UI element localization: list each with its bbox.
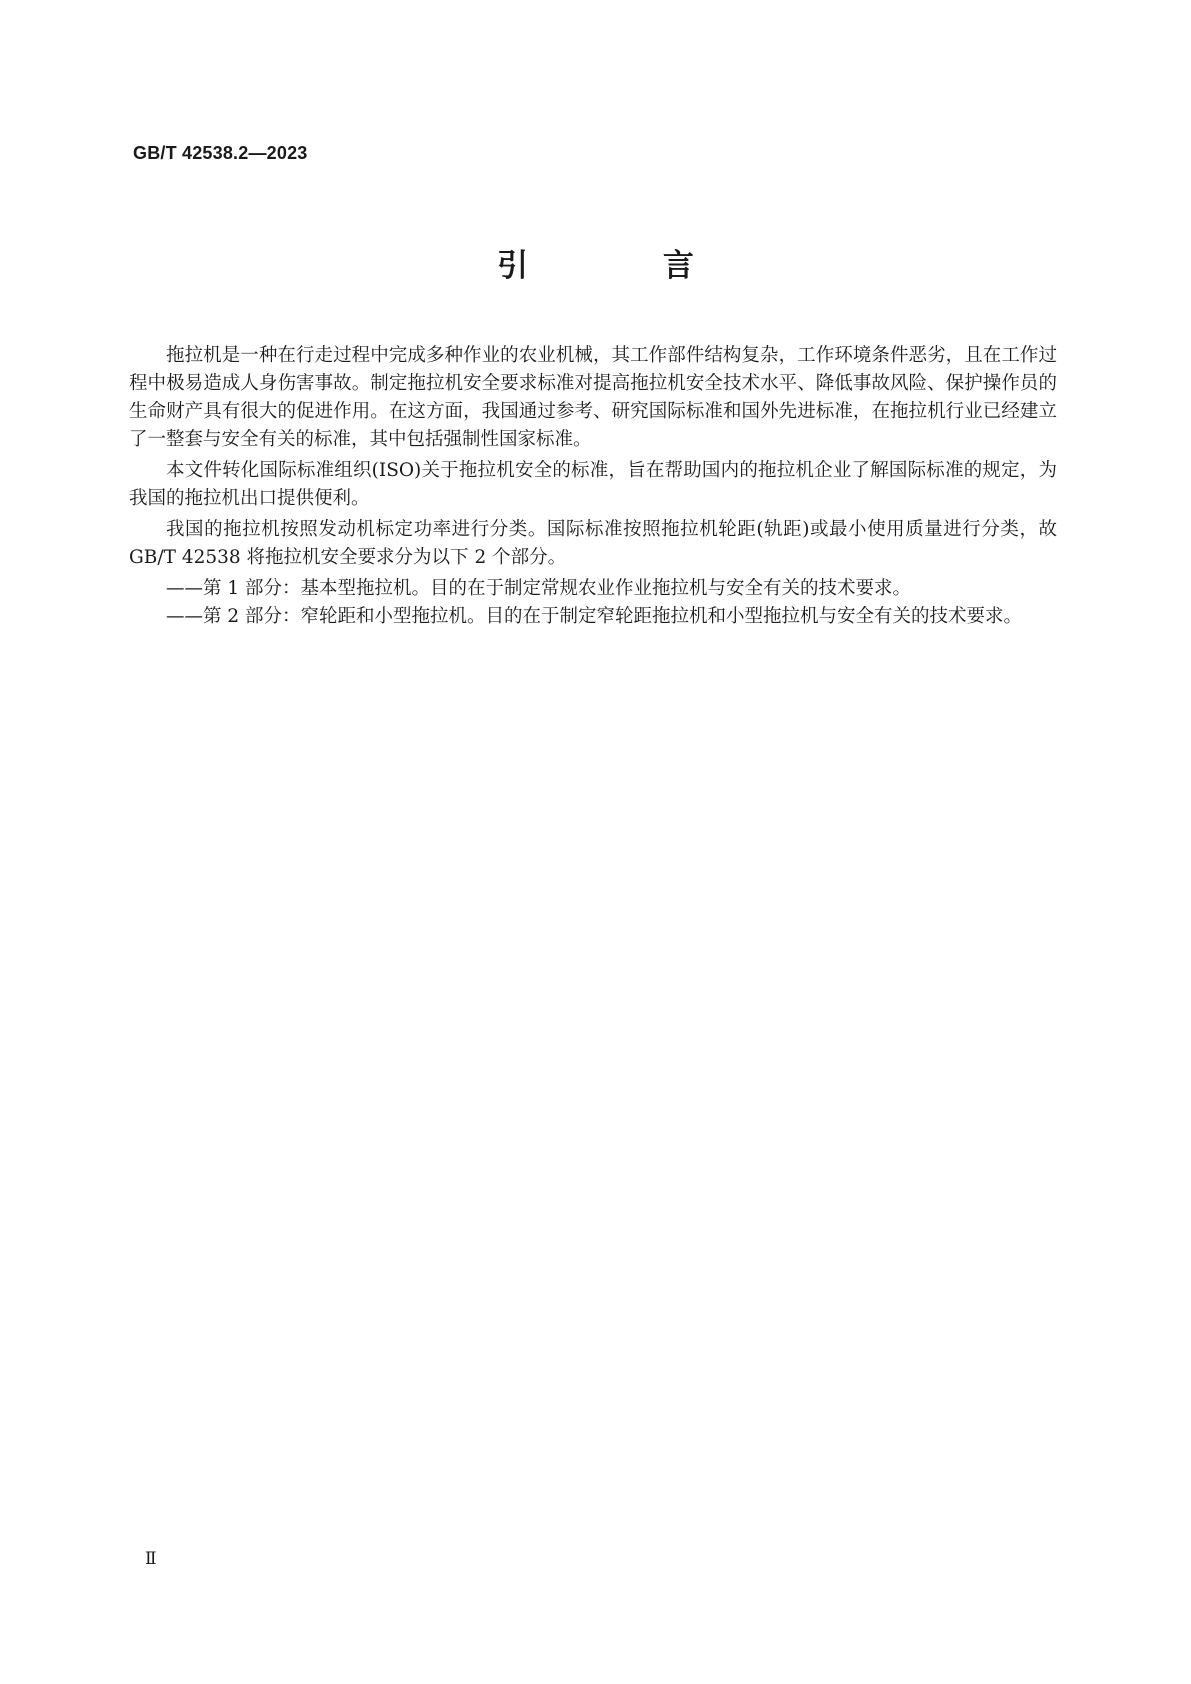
list-item-part-1: ——第 1 部分：基本型拖拉机。目的在于制定常规农业作业拖拉机与安全有关的技术要求。 bbox=[166, 578, 912, 599]
paragraph-classification: 我国的拖拉机按照发动机标定功率进行分类。国际标准按照拖拉机轮距(轨距)或最小使用质量进行分类，故 GB/T 42538 将拖拉机安全要求分为以下 2 个部分。 bbox=[129, 519, 1057, 568]
document-body bbox=[129, 342, 1057, 631]
paragraph-iso: 本文件转化国际标准组织(ISO)关于拖拉机安全的标准，旨在帮助国内的拖拉机企业了解国际标准的规定，为我国的拖拉机出口提供便利。 bbox=[129, 460, 1057, 509]
standard-code: GB/T 42538.2—2023 bbox=[133, 143, 308, 163]
list-item-part-2: ——第 2 部分：窄轮距和小型拖拉机。目的在于制定窄轮距拖拉机和小型拖拉机与安全有关的技术要求。 bbox=[166, 606, 1023, 627]
page-number: Ⅱ bbox=[145, 1549, 157, 1568]
page-title: 引 言 bbox=[497, 248, 756, 284]
paragraph-intro: 拖拉机是一种在行走过程中完成多种作业的农业机械，其工作部件结构复杂，工作环境条件恶劣，且在工作过程中极易造成人身伤害事故。制定拖拉机安全要求标准对提高拖拉机安全技术水平、降低事故风险、保护操作员的生命财产具有很大的促进作用。在这方面，我国通过参考、研究国际标准和国外先进标准，在拖拉机行业已经建立了一整套与安全有关的标准，其中包括强制性国家标准。 bbox=[129, 345, 1057, 450]
